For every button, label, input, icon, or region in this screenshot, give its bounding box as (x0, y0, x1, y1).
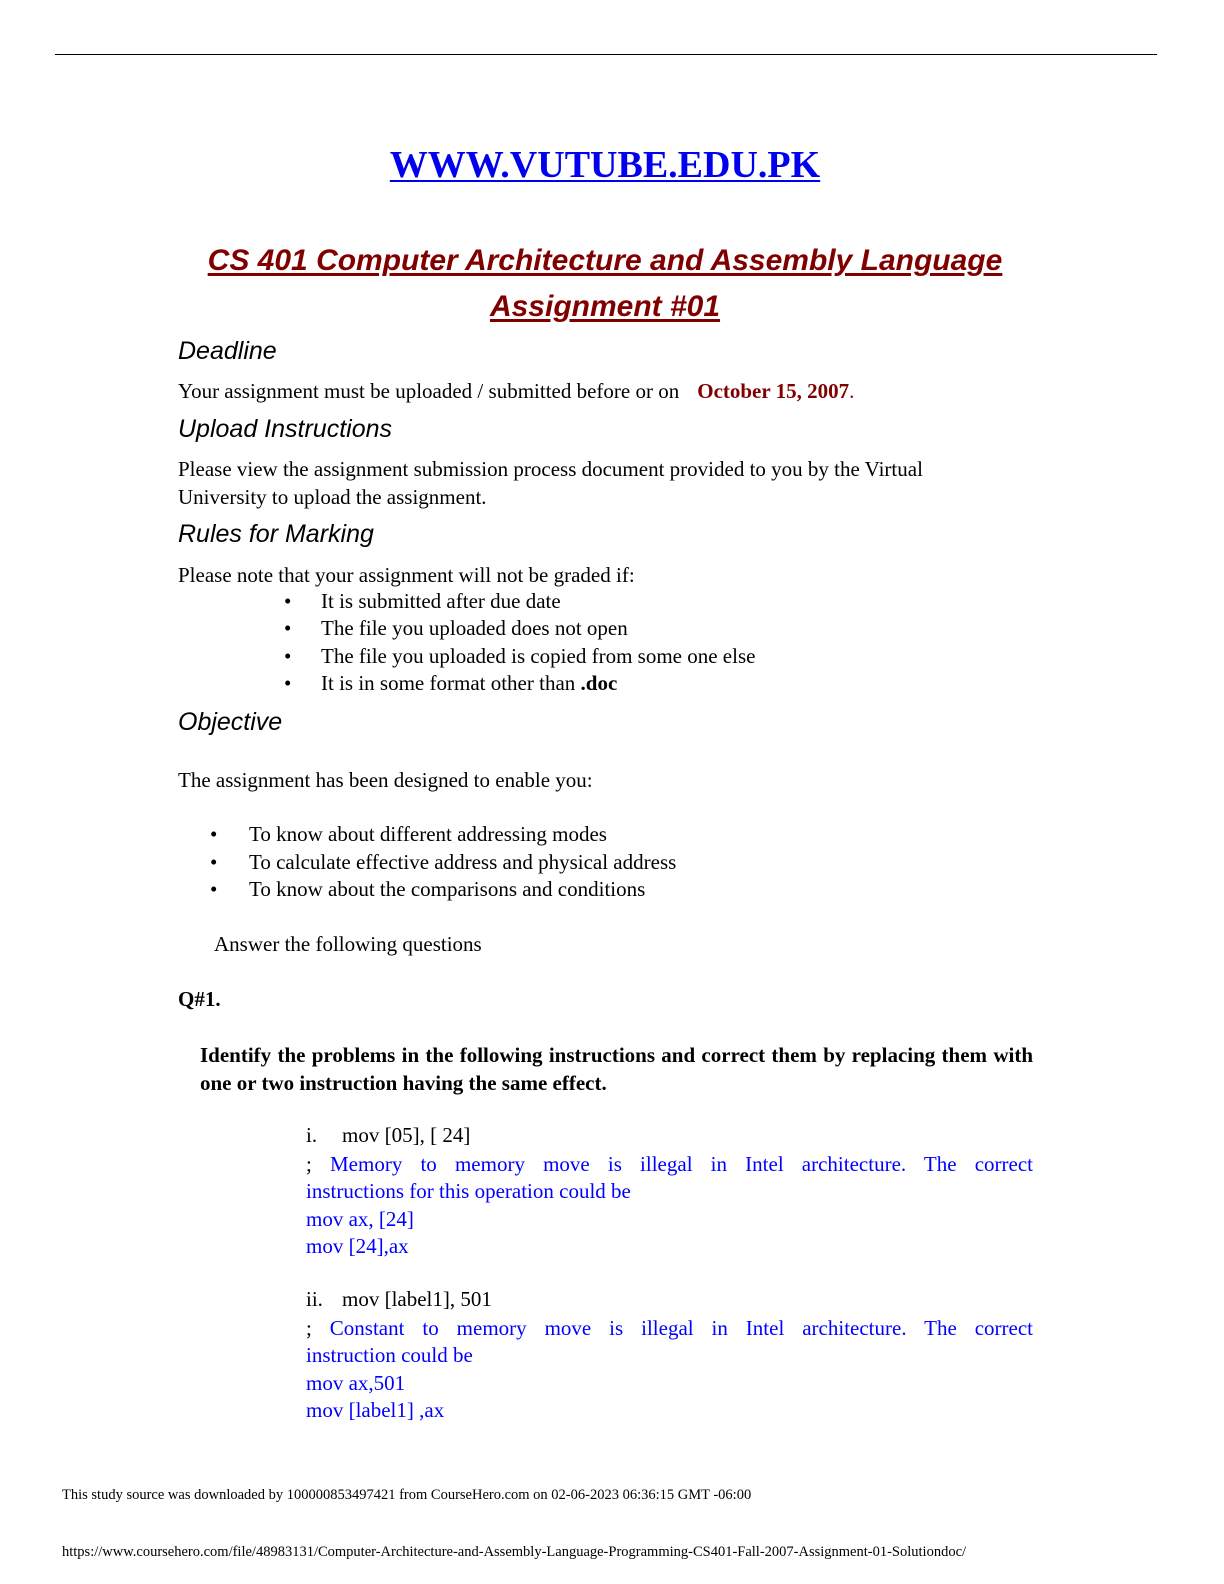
objective-intro: The assignment has been designed to enable you: (178, 768, 593, 792)
upload-line-1: Please view the assignment submission process document provided to you by the Virtual (178, 457, 923, 481)
question-text: Identify the problems in the following instructions and correct them by replacing them with one or two instruction having the same effect. (200, 1043, 1033, 1095)
code-line: mov ax,501 (306, 1370, 406, 1395)
upload-line-2: University to upload the assignment. (178, 485, 487, 509)
bullet-icon: • (210, 822, 218, 846)
bullet-icon: • (210, 877, 218, 901)
answer-i (306, 1151, 1033, 1261)
bullet-icon: • (210, 849, 218, 874)
list-item: • To know about the comparisons and conditions (210, 876, 676, 904)
rules-list (284, 588, 755, 697)
instruction-code: mov [label1], 501 (342, 1287, 492, 1311)
rules-intro: Please note that your assignment will not be graded if: (178, 563, 635, 587)
deadline-sentence: Your assignment must be uploaded / submitted before or on (178, 379, 680, 403)
explanation-line: ; Constant to memory move is illegal in Intel architecture. The correct (306, 1316, 1033, 1340)
deadline-text (178, 378, 854, 406)
doc-format: .doc (580, 670, 618, 695)
answer-prompt: Answer the following questions (214, 932, 482, 956)
objective-heading: Objective (178, 708, 283, 736)
answer-ii (306, 1315, 1033, 1425)
code-line: mov [24],ax (306, 1234, 409, 1259)
rules-heading: Rules for Marking (178, 520, 374, 548)
upload-heading: Upload Instructions (178, 415, 393, 443)
list-item: • The file you uploaded does not open (284, 615, 755, 642)
list-item: • It is in some format other than .doc (284, 670, 755, 697)
instruction-ii (306, 1287, 492, 1312)
list-item: • The file you uploaded is copied from some one else (284, 643, 755, 670)
deadline-date: October 15, 2007 (697, 379, 850, 403)
footer-source-note: This study source was downloaded by 100000853497421 from CourseHero.com on 02-06-2023 06:36:15 GMT -06:00 (62, 1487, 752, 1503)
list-item: • To calculate effective address and physical address (210, 849, 676, 877)
bullet-icon: • (284, 616, 292, 641)
site-link[interactable]: WWW.VUTUBE.EDU.PK (389, 144, 821, 186)
deadline-heading: Deadline (178, 337, 277, 365)
instruction-i (306, 1123, 470, 1148)
bullet-icon: • (284, 589, 292, 613)
code-line: mov [label1] ,ax (306, 1398, 445, 1423)
objective-list (210, 821, 676, 904)
part-number: i. (306, 1123, 318, 1147)
footer-url[interactable]: https://www.coursehero.com/file/48983131/Computer-Architecture-and-Assembly-Language-Programming-CS401-Fall-2007-Assignment-01-Solutiondoc/ (62, 1544, 967, 1560)
document-title: CS 401 Computer Architecture and Assembly Language (207, 244, 1003, 277)
explanation-line: instruction could be (306, 1343, 473, 1368)
bullet-icon: • (284, 670, 292, 695)
top-divider (55, 54, 1157, 55)
explanation-line: ; Memory to memory move is illegal in Intel architecture. The correct (306, 1152, 1033, 1176)
deadline-period: . (849, 379, 855, 403)
list-item: • To know about different addressing modes (210, 821, 676, 849)
code-line: mov ax, [24] (306, 1206, 414, 1231)
part-number: ii. (306, 1287, 323, 1311)
document-subtitle: Assignment #01 (489, 290, 721, 323)
instruction-code: mov [05], [ 24] (342, 1123, 471, 1147)
question-label: Q#1. (178, 987, 221, 1011)
bullet-icon: • (284, 643, 292, 668)
explanation-line: instructions for this operation could be (306, 1179, 631, 1204)
list-item: • It is submitted after due date (284, 588, 755, 615)
